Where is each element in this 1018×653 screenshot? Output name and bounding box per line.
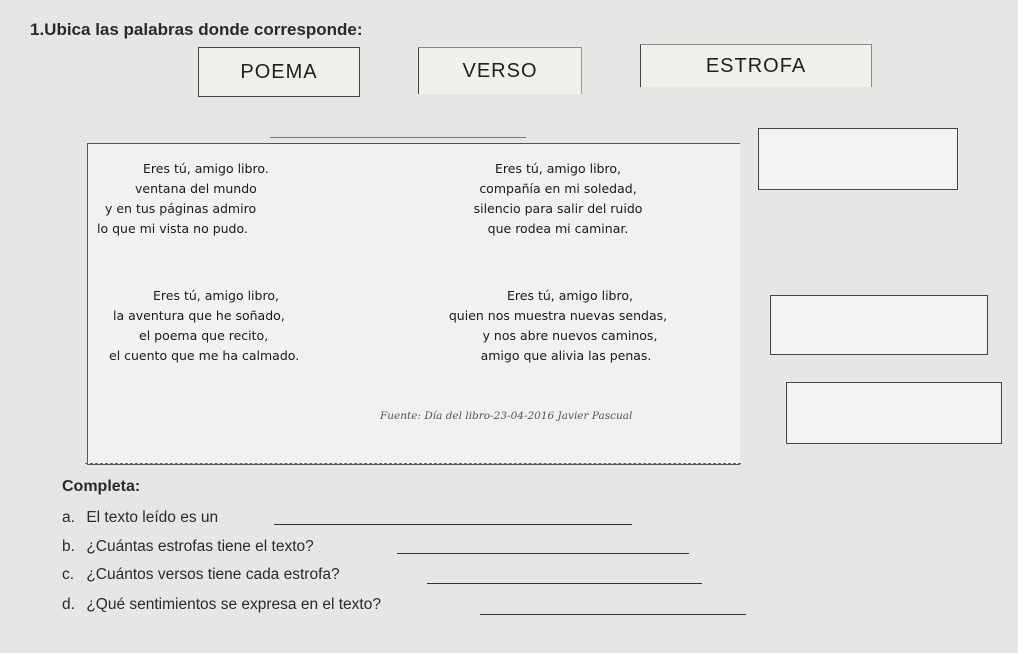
verse: amigo que alivia las penas. [480, 348, 652, 363]
question-d [62, 596, 381, 614]
verse: ventana del mundo [135, 181, 257, 196]
answer-line-d[interactable] [480, 614, 746, 615]
verse: la aventura que he soñado, [113, 308, 285, 323]
verse: y nos abre nuevos caminos, [482, 328, 658, 343]
verse: Eres tú, amigo libro. [143, 161, 269, 176]
verse: y en tus páginas admiro [105, 201, 257, 216]
question-letter: b. [62, 538, 75, 555]
question-text: ¿Qué sentimientos se expresa en el texto? [86, 596, 381, 613]
verse: el cuento que me ha calmado. [109, 348, 300, 363]
answer-box-3[interactable] [786, 382, 1002, 444]
question-c [62, 566, 340, 584]
question-text: ¿Cuántas estrofas tiene el texto? [86, 538, 314, 555]
poem-bottom-rule [85, 463, 741, 464]
stanza-1 [93, 159, 353, 239]
word-card-verso[interactable]: VERSO [418, 47, 582, 94]
question-letter: d. [62, 596, 75, 613]
question-b [62, 538, 314, 556]
answer-line-a[interactable] [274, 524, 632, 525]
answer-box-1[interactable] [758, 128, 958, 190]
instruction-title: 1.Ubica las palabras donde corresponde: [30, 20, 363, 39]
verse: el poema que recito, [139, 328, 269, 343]
question-letter: a. [62, 509, 75, 526]
verse: Eres tú, amigo libro, [507, 288, 633, 303]
verse: lo que mi vista no pudo. [97, 221, 248, 236]
word-card-estrofa[interactable]: ESTROFA [640, 44, 872, 87]
verse: compañía en mi soledad, [479, 181, 637, 196]
answer-line-c[interactable] [427, 583, 702, 584]
stanza-4 [428, 286, 688, 366]
stanza-2 [428, 159, 688, 239]
question-letter: c. [62, 566, 75, 583]
verse: Eres tú, amigo libro, [495, 161, 621, 176]
verse: silencio para salir del ruido [473, 201, 643, 216]
answer-line-b[interactable] [397, 553, 689, 554]
verse: quien nos muestra nuevas sendas, [448, 308, 668, 323]
verse: Eres tú, amigo libro, [153, 288, 279, 303]
answer-box-2[interactable] [770, 295, 988, 355]
completa-heading: Completa: [62, 478, 141, 495]
question-text: ¿Cuántos versos tiene cada estrofa? [86, 566, 340, 583]
poem-source: Fuente: Día del libro-23-04-2016 Javier Pascual [380, 410, 633, 422]
word-card-poema[interactable]: POEMA [198, 47, 360, 97]
question-a [62, 509, 218, 527]
poem-top-rule [270, 137, 526, 138]
verse: que rodea mi caminar. [487, 221, 629, 236]
stanza-3 [93, 286, 353, 366]
question-text: El texto leído es un [86, 509, 219, 526]
